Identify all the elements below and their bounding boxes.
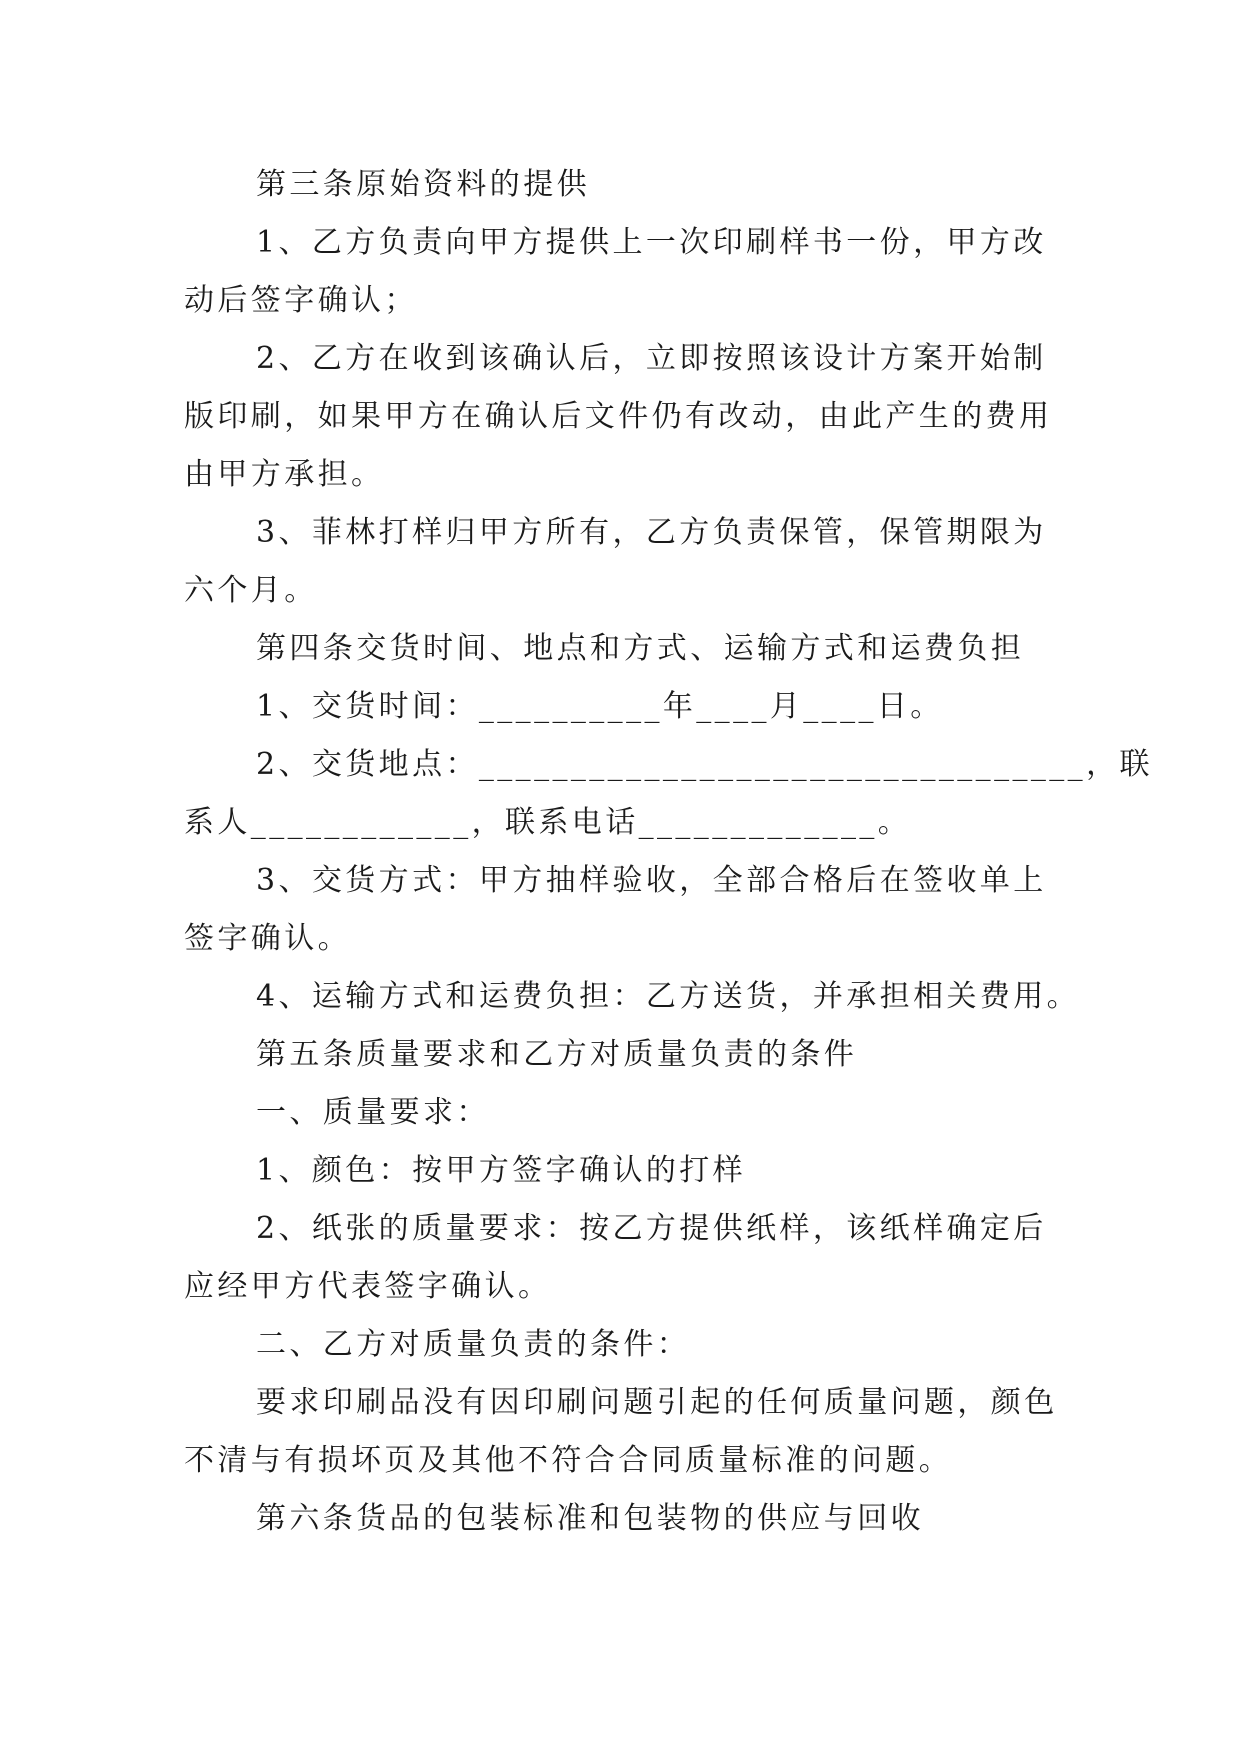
article-5-item-2-line-1: 2、纸张的质量要求：按乙方提供纸样，该纸样确定后 <box>256 1211 1047 1246</box>
article-4-item-3-line-2: 签字确认。 <box>184 921 351 956</box>
article-3-item-3-line-1: 3、菲林打样归甲方所有，乙方负责保管，保管期限为 <box>256 515 1047 550</box>
article-4-item-3-line-1: 3、交货方式：甲方抽样验收，全部合格后在签收单上 <box>256 863 1047 898</box>
article-4-item-1: 1、交货时间：__________年____月____日。 <box>256 689 944 724</box>
article-6-heading: 第六条货品的包装标准和包装物的供应与回收 <box>256 1501 924 1536</box>
article-4-item-4: 4、运输方式和运费负担：乙方送货，并承担相关费用。 <box>256 979 1081 1014</box>
article-5-section-2-text-line-2: 不清与有损坏页及其他不符合合同质量标准的问题。 <box>184 1443 953 1478</box>
article-3-item-2-line-2: 版印刷，如果甲方在确认后文件仍有改动，由此产生的费用 <box>184 399 1053 434</box>
article-3-item-2-line-1: 2、乙方在收到该确认后，立即按照该设计方案开始制 <box>256 341 1047 376</box>
article-5-section-2-heading: 二、乙方对质量负责的条件： <box>256 1327 691 1362</box>
article-5-item-1: 1、颜色：按甲方签字确认的打样 <box>256 1153 747 1188</box>
article-4-heading: 第四条交货时间、地点和方式、运输方式和运费负担 <box>256 631 1025 666</box>
article-3-item-2-line-3: 由甲方承担。 <box>184 457 385 492</box>
article-5-item-2-line-2: 应经甲方代表签字确认。 <box>184 1269 552 1304</box>
article-3-item-1-line-2: 动后签字确认； <box>184 283 418 318</box>
article-3-item-3-line-2: 六个月。 <box>184 573 318 608</box>
article-5-section-2-text-line-1: 要求印刷品没有因印刷问题引起的任何质量问题，颜色 <box>256 1385 1058 1420</box>
article-5-heading: 第五条质量要求和乙方对质量负责的条件 <box>256 1037 858 1072</box>
document-body <box>184 156 1153 1548</box>
article-4-item-2-line-1: 2、交货地点：_________________________________，联 <box>256 747 1153 782</box>
article-3-item-1-line-1: 1、乙方负责向甲方提供上一次印刷样书一份，甲方改 <box>256 225 1047 260</box>
article-5-section-1-heading: 一、质量要求： <box>256 1095 490 1130</box>
article-3-heading: 第三条原始资料的提供 <box>256 167 590 202</box>
article-4-item-2-line-2: 系人____________，联系电话_____________。 <box>184 805 912 840</box>
